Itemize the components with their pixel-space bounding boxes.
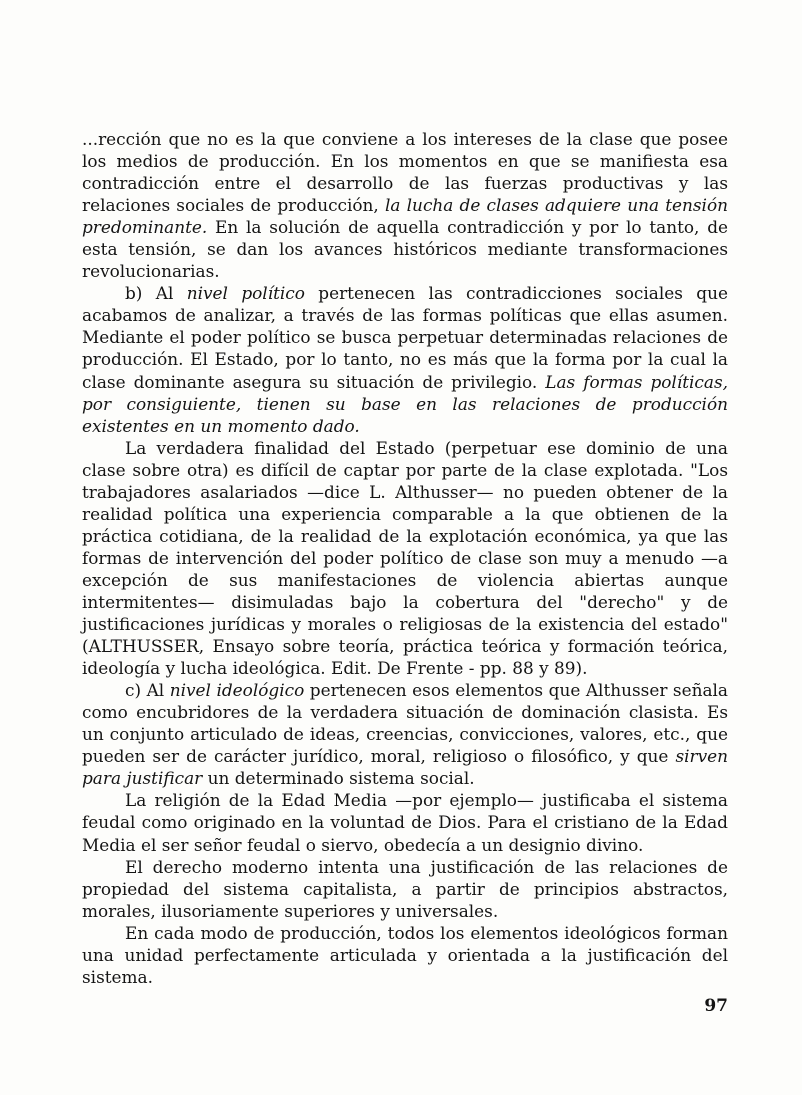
text-segment: ...rección que no es la que conviene a los intereses de la clase que posee los medios de producción. En los momentos en que se manifiesta esa contradicción entre el desarrollo de las fuerzas productivas y las relaciones sociales de producción,: [82, 129, 728, 216]
text-segment: La verdadera finalidad del Estado (perpetuar ese dominio de una clase sobre otra) es difícil de captar por parte de la clase explotada. "Los trabajadores asalariados —dice L. Althusser— no pueden obtener de la realidad política una experiencia comparable a la que obtienen de la práctica cotidiana, de la realidad de la explotación económica, ya que las formas de intervención del poder político de clase son muy a menudo —a excepción de sus manifestaciones de violencia abiertas aunque intermitentes— disimuladas bajo la cobertura del "derecho" y de justificaciones jurídicas y morales o religiosas de la existencia del estado" (ALTHUSSER, Ensayo sobre teoría, práctica teórica y formación teórica, ideología y lucha ideológica. Edit. De Frente - pp. 88 y 89).: [82, 437, 728, 679]
italic-segment: Las formas políticas, por consiguiente, tienen su base en las relaciones de producción existentes en un momento dado.: [82, 371, 728, 436]
italic-segment: sirven para justificar: [82, 746, 728, 789]
paragraph-medieval-religion: [82, 789, 728, 855]
italic-segment: nivel ideológico: [169, 680, 305, 701]
italic-segment: nivel político: [186, 283, 305, 304]
paragraph-modern-law: [82, 856, 728, 922]
paragraph-political-level: [82, 282, 728, 436]
text-segment: El derecho moderno intenta una justificación de las relaciones de propiedad del sistema capitalista, a partir de principios abstractos, morales, ilusoriamente superiores y universales.: [82, 856, 728, 921]
text-segment: b) Al: [125, 283, 187, 304]
text-segment: La religión de la Edad Media —por ejemplo— justificaba el sistema feudal como originado en la voluntad de Dios. Para el cristiano de la Edad Media el ser señor feudal o siervo, obedecía a un designio divino.: [82, 790, 728, 855]
text-segment: c) Al: [125, 680, 170, 701]
paragraph-continuation: [82, 128, 728, 282]
paragraph-ideological-level: [82, 679, 728, 789]
paragraph-mode-of-production: [82, 922, 728, 988]
page-number: 97: [704, 996, 728, 1016]
text-segment: un determinado sistema social.: [202, 768, 475, 789]
paragraph-state-purpose: [82, 437, 728, 680]
text-segment: En la solución de aquella contradicción y por lo tanto, de esta tensión, se dan los avances históricos mediante transformaciones revolucionarias.: [82, 217, 728, 282]
italic-segment: la lucha de clases adquiere una tensión predominante.: [82, 195, 729, 238]
text-segment: En cada modo de producción, todos los elementos ideológicos forman una unidad perfectamente articulada y orientada a la justificación del sistema.: [82, 922, 728, 987]
text-segment: pertenecen las contradicciones sociales que acabamos de analizar, a través de las formas políticas que ellas asumen. Mediante el poder político se busca perpetuar determinadas relaciones de producción. El Estado, por lo tanto, no es más que la forma por la cual la clase dominante asegura su situación de privilegio.: [82, 283, 728, 392]
body-text: [82, 128, 728, 988]
text-segment: pertenecen esos elementos que Althusser señala como encubridores de la verdadera situación de dominación clasista. Es un conjunto articulado de ideas, creencias, convicciones, valores, etc., que pueden ser de carácter jurídico, moral, religioso o filosófico, y que: [82, 680, 728, 767]
